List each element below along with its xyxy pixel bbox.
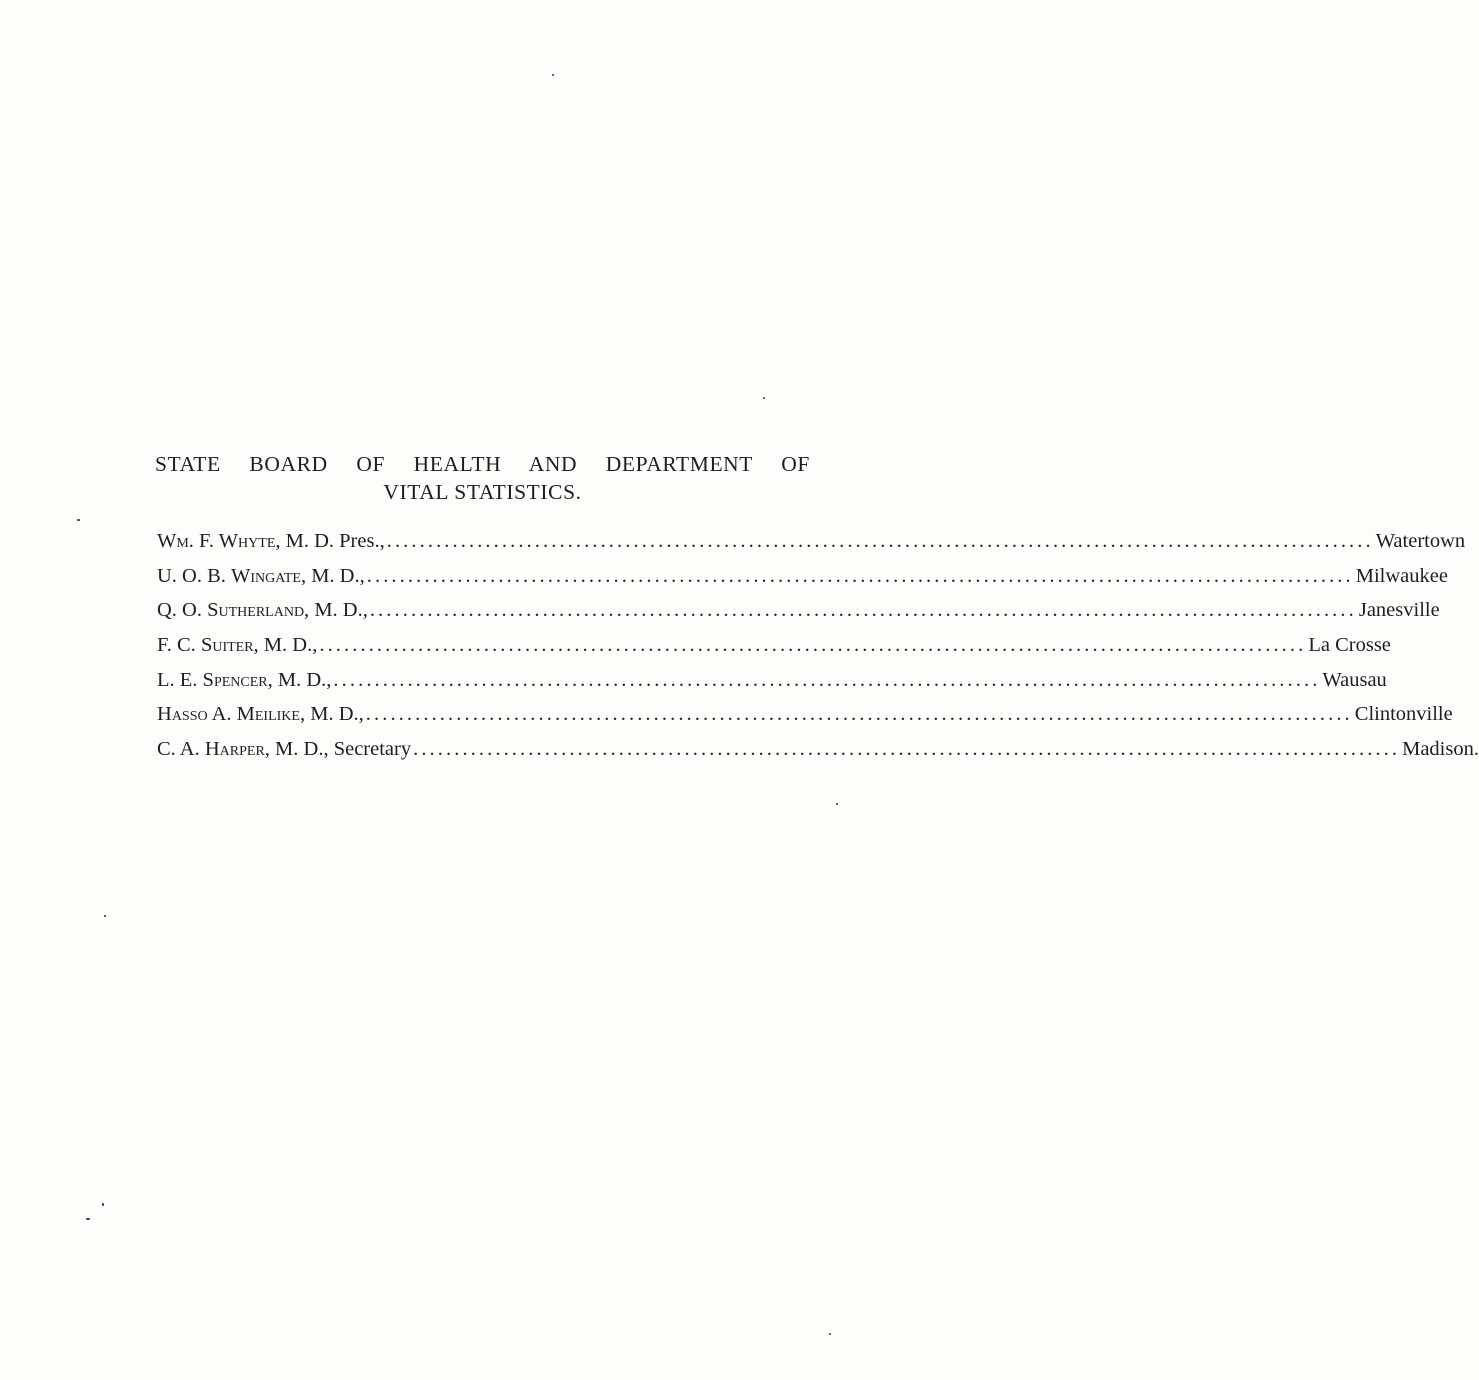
member-location: Madison. [1402, 738, 1479, 761]
page-heading: STATE BOARD OF HEALTH AND DEPARTMENT OF [155, 452, 810, 476]
member-name: C. A. Harper, M. D., Secretary [157, 738, 412, 761]
list-item [157, 738, 1479, 773]
member-location: La Crosse [1308, 634, 1391, 657]
list-item [157, 668, 1387, 704]
paper-speck [552, 74, 554, 76]
member-location: Janesville [1358, 599, 1440, 622]
list-item [157, 703, 1453, 738]
member-location: Clintonville [1354, 703, 1453, 726]
list-item [157, 634, 1391, 669]
member-name: Hasso A. Meilike, M. D., [157, 703, 364, 726]
list-item [157, 599, 1440, 634]
paper-speck [829, 1333, 831, 1335]
dot-leader: ........................................................................................................................ [386, 530, 1374, 552]
member-location: Watertown [1375, 530, 1466, 552]
member-name: U. O. B. Wingate, M. D., [157, 564, 365, 587]
list-item [157, 530, 1466, 565]
dot-leader: ........................................................................................................................ [369, 599, 1357, 622]
member-location: Wausau [1322, 668, 1387, 691]
dot-leader: ........................................................................................................................ [366, 564, 1354, 587]
dot-leader: ........................................................................................................................ [413, 738, 1401, 761]
dot-leader: ........................................................................................................................ [319, 634, 1307, 657]
member-name: F. C. Suiter, M. D., [157, 634, 318, 657]
page-subheading: VITAL STATISTICS. [383, 480, 582, 504]
paper-speck [102, 1203, 104, 1206]
member-name: Q. O. Sutherland, M. D., [157, 599, 368, 622]
board-member-list [157, 530, 1479, 773]
paper-speck [836, 803, 838, 805]
paper-speck [86, 1218, 90, 1220]
paper-speck [104, 915, 106, 917]
paper-speck [763, 397, 765, 399]
paper-speck [77, 519, 80, 521]
dot-leader: ........................................................................................................................ [365, 703, 1353, 726]
dot-leader: ........................................................................................................................ [333, 668, 1321, 691]
member-name: Wm. F. Whyte, M. D. Pres., [157, 530, 385, 552]
list-item [157, 564, 1448, 600]
member-name: L. E. Spencer, M. D., [157, 668, 332, 691]
member-location: Milwaukee [1355, 564, 1448, 587]
